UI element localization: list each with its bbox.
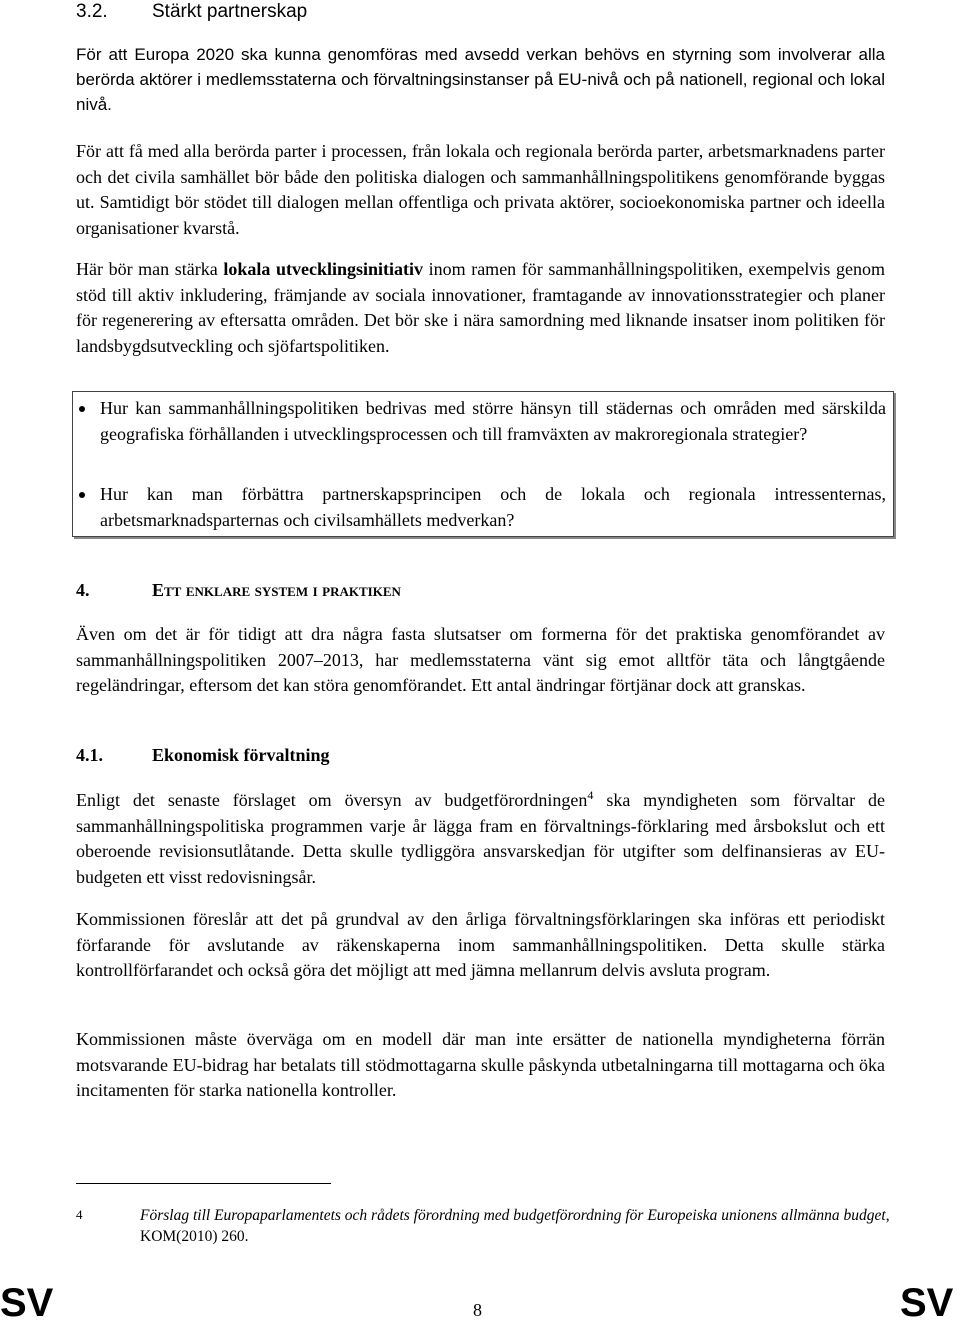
section-title: Ett enklare system i praktiken bbox=[152, 580, 401, 600]
paragraph: För att Europa 2020 ska kunna genomföras med avsedd verkan behövs en styrning som involverar alla berörda aktörer i medlemsstaterna och förvaltningsinstanser på EU-nivå och på nationell, regional och lokal nivå. bbox=[76, 45, 885, 114]
bullet-icon bbox=[79, 492, 85, 498]
bullet-icon bbox=[79, 406, 85, 412]
section-heading-4 bbox=[76, 578, 401, 604]
section-title: Stärkt partnerskap bbox=[152, 1, 308, 22]
paragraph: Enligt det senaste förslaget om översyn av budgetförordningen$^4$ ska myndigheten som förvaltar de sammanhållningspolitiska programmen varje år lägga fram en förvaltnings-förklaring med årsbokslut och ett oberoende revisionsutlåtande. Detta skulle tydliggöra ansvarskedjan för utgifter som delfinansieras av EU-budgeten ett visst redovisningsår. bbox=[76, 788, 885, 887]
paragraph: Kommissionen föreslår att det på grundval av den årliga förvaltningsförklaringen ska införas ett periodiskt förfarande för avslutande av räkenskaperna inom sammanhållningspolitiken. Detta skulle stärka kontrollförfarandet och också göra det möjligt att med jämna mellanrum delvis avsluta program. bbox=[76, 909, 885, 980]
page-number: 8 bbox=[473, 1300, 482, 1320]
footnote-text: Förslag till Europaparlamentets och rådets förordning med budgetförordning för Europeiska unionens allmänna budget, KOM(2010) 260. bbox=[140, 1207, 890, 1245]
paragraph: För att få med alla berörda parter i processen, från lokala och regionala berörda parter, arbetsmarknadens parter och det civila samhället bör både den politiska dialogen och sammanhållningspolitikens genomförande byggas ut. Samtidigt bör stödet till dialogen mellan offentliga och privata aktörer, socioekonomiska partner och ideella organisationer kvarstå. bbox=[76, 141, 885, 238]
section-title: Ekonomisk förvaltning bbox=[152, 745, 330, 765]
section-heading-3-2 bbox=[76, 0, 307, 24]
paragraph: Här bör man stärka lokala utvecklingsinitiativ inom ramen för sammanhållningspolitiken, exempelvis genom stöd till aktiv inkludering, främjande av sociala innovationer, framtagande av innovationsstrategier och planer för regenerering av eftersatta områden. Det bör ske i nära samordning med liknande insatser inom politiken för landsbygdsutveckling och sjöfartspolitiken. bbox=[76, 259, 886, 356]
section-heading-4-1 bbox=[76, 743, 330, 769]
language-code-left: SV bbox=[0, 1281, 54, 1325]
question-item: Hur kan man förbättra partnerskapsprincipen och de lokala och regionala intressenternas, arbetsmarknadsparternas och civilsamhällets medverkan? bbox=[100, 482, 886, 533]
section-number: 3.2. bbox=[76, 1, 108, 22]
paragraph: Även om det är för tidigt att dra några fasta slutsatser om formerna för det praktiska genomförandet av sammanhållningspolitiken 2007–2013, har medlemsstaterna vänt sig emot alltför täta och långtgående regeländringar, eftersom det kan störa genomförandet. Ett antal ändringar förtjänar dock att granskas. bbox=[76, 624, 885, 695]
question-item: Hur kan sammanhållningspolitiken bedrivas med större hänsyn till städernas och områden med särskilda geografiska förhållanden i utvecklingsprocessen och till framväxten av makroregionala strategier? bbox=[100, 396, 886, 447]
paragraph: Kommissionen måste överväga om en modell där man inte ersätter de nationella myndigheterna förrän motsvarande EU-bidrag har betalats till stödmottagarna skulle påskynda utbetalningarna till mottagarna och öka incitamenten för starka nationella kontroller. bbox=[76, 1029, 885, 1100]
footnote-reference[interactable]: 4 bbox=[587, 788, 594, 802]
bold-term: lokala utvecklingsinitiativ bbox=[223, 259, 423, 279]
footnote-number: 4 bbox=[76, 1207, 83, 1222]
section-number: 4.1. bbox=[76, 745, 103, 765]
footnote-separator bbox=[76, 1183, 331, 1184]
section-number: 4. bbox=[76, 580, 90, 600]
language-code-right: SV bbox=[900, 1281, 954, 1325]
